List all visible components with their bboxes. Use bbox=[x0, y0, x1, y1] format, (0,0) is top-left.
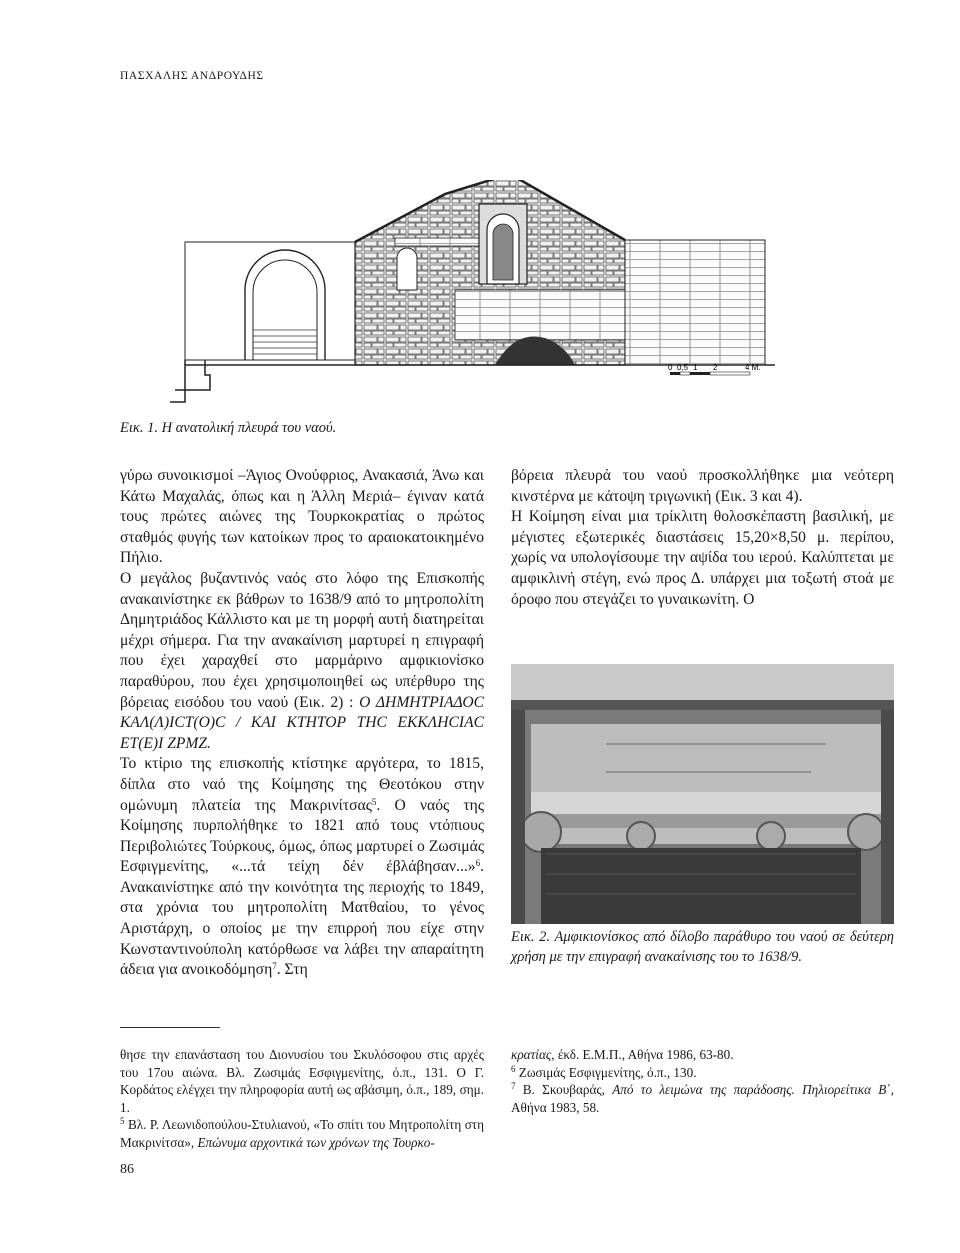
figure-1-elevation-drawing bbox=[165, 180, 845, 430]
footnote: θησε την επανάσταση του Διονυσίου του Σκυλόσοφου στις αρχές του 17ου αιώνα. Βλ. Ζωσιμάς Εσφιγμενίτης, ό.π., 131. Ο Γ. Κορδάτος ελέγχει την πληροφορία αυτή ως αβάσιμη, ό.π., 189, σημ. 1. bbox=[120, 1047, 484, 1115]
paragraph: γύρω συνοικισμοί –Άγιος Ονούφριος, Ανακασιά, Άνω και Κάτω Μαχαλάς, όπως και η Άλλη Μεριά– έγιναν κατά τους πρώτες αιώνες της Τουρκοκρατίας ο πρώτος σταθμός φυγής των κατοίκων προς το αραιοκατοικημένο Πήλιο. bbox=[120, 467, 484, 567]
running-header: ΠΑΣΧΑΛΗΣ ΑΝΔΡΟΥΔΗΣ bbox=[120, 70, 264, 82]
svg-text:0: 0 bbox=[668, 363, 673, 372]
figure-1-caption: Εικ. 1. Η ανατολική πλευρά του ναού. bbox=[120, 420, 337, 436]
footnote: $^6$ Ζωσιμάς Εσφιγμενίτης, ό.π., 130. bbox=[511, 1063, 697, 1080]
footnote: $^5$ Βλ. Ρ. Λεωνιδοπούλου-Στυλιανού, «Το σπίτι του Μητροπολίτη στη Μακρινίτσα», Επώνυμα αρχοντικά των χρόνων της Τουρκο- bbox=[120, 1116, 484, 1150]
left-text-column bbox=[120, 466, 484, 981]
footnote-ref: 5 bbox=[371, 796, 377, 807]
svg-text:0,5: 0,5 bbox=[677, 363, 689, 372]
footnote-divider bbox=[120, 1027, 220, 1028]
footnote: κρατίας, έκδ. Ε.Μ.Π., Αθήνα 1986, 63-80. bbox=[511, 1047, 734, 1062]
svg-text:2: 2 bbox=[713, 363, 718, 372]
inscription-text: Ο ΔΗΜΗΤΡΙΑΔΟC ΚΑΛ(Λ)ΙCΤ(Ο)C / ΚΑΙ ΚΤΗΤΟΡ ΤΗC ΕΚΚΛΗCΙΑC ΕΤ(Ε)Ι ΖΡΜΖ. bbox=[120, 693, 484, 752]
footnote: $^7$ Β. Σκουβαράς, Από το λειμώνα της παράδοσης. Πηλιορείτικα Β΄, Αθήνα 1983, 58. bbox=[511, 1081, 895, 1115]
scale-bar bbox=[668, 363, 761, 375]
paragraph: Η Κοίμηση είναι μια τρίκλιτη θολοσκέπαστη βασιλική, με μέγιστες εξωτερικές διαστάσεις 15,20×8,50 μ. περίπου, χωρίς να υπολογίσουμε την αψίδα του ιερού. Καλύπτεται με αμφικλινή στέγη, ενώ προς Δ. υπάρχει μια τοξωτή στοά με όροφο που στεγάζει το γυναικωνίτη. Ο bbox=[511, 508, 894, 608]
footnotes-left bbox=[120, 1046, 484, 1152]
page-number: 86 bbox=[120, 1162, 134, 1177]
paragraph: βόρεια πλευρά του ναού προσκολλήθηκε μια νεότερη κινστέρνα με κάτοψη τριγωνική (Εικ. 3 και 4). bbox=[511, 467, 894, 505]
svg-text:4 Μ.: 4 Μ. bbox=[745, 363, 761, 372]
footnote-ref: 6 bbox=[475, 858, 481, 869]
paragraph: Το κτίριο της επισκοπής κτίστηκε αργότερα, το 1815, δίπλα στο ναό της Κοίμησης της Θεοτόκου στην ομώνυμη πλατεία της Μακρινίτσας$^5$. Ο ναός της Κοίμησης πυρπολήθηκε το 1821 από τους ντόπιους Περιβολιώτες Τούρκους, όμως, όπως μαρτυρεί ο Ζωσιμάς Εσφιγμενίτης, «...τά τείχη δέν έβλάβησαν...»$^6$. Ανακαινίστηκε από την κοινότητα της περιοχής το 1849, στα χρόνια του μητροπολίτη Ματθαίου, το γένος Αριστάρχη, ο οποίος με την επιρροή που είχε στην Κωνσταντινούπολη κατόρθωσε να λάβει την απαραίτητη άδεια για ανοικοδόμηση$^7$. Στη bbox=[120, 755, 484, 979]
figure-2-photograph bbox=[511, 664, 894, 924]
paragraph: Ο μεγάλος βυζαντινός ναός στο λόφο της Επισκοπής ανακαινίστηκε εκ βάθρων το 1638/9 από το μητροπολίτη Δημητριάδος Κάλλιστο και με τη μορφή αυτή διατηρείται μέχρι σήμερα. Για την ανακαίνιση μαρτυρεί η επιγραφή που έχει χαραχθεί στο μαρμάρινο αμφικιονίσκο παραθύρου, που έχει χρησιμοποιηθεί ως υπέρθυρο της βόρειας εισόδου του ναού (Εικ. 2) : Ο ΔΗΜΗΤΡΙΑΔΟC ΚΑΛ(Λ)ΙCΤ(Ο)C / ΚΑΙ ΚΤΗΤΟΡ ΤΗC ΕΚΚΛΗCΙΑC ΕΤ(Ε)Ι ΖΡΜΖ. bbox=[120, 569, 484, 752]
figure-2-caption: Εικ. 2. Αμφικιονίσκος από δίλοβο παράθυρο του ναού σε δεύτερη χρήση με την επιγραφή ανακαίνισης του το 1638/9. bbox=[511, 929, 894, 965]
footnote-ref: 7 bbox=[272, 961, 277, 972]
footnotes-right bbox=[511, 1046, 894, 1116]
svg-text:1: 1 bbox=[693, 363, 698, 372]
right-text-column bbox=[511, 466, 894, 610]
